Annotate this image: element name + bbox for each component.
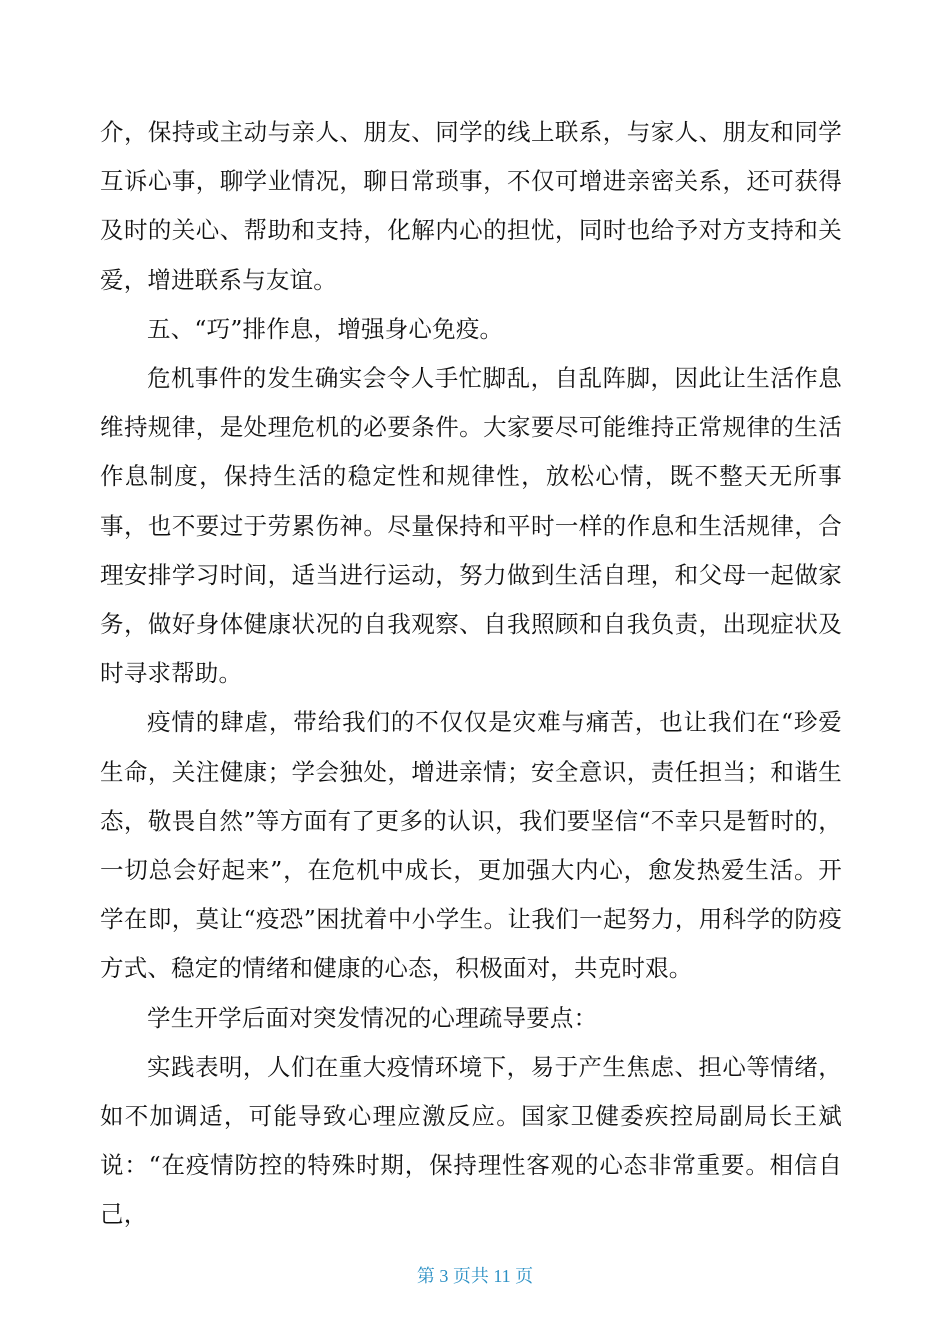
page-number-footer: 第 3 页共 11 页 xyxy=(416,1266,534,1286)
paragraph-continuation: 介，保持或主动与亲人、朋友、同学的线上联系，与家人、朋友和同学互诉心事，聊学业情况，聊日常琐事，不仅可增进亲密关系，还可获得及时的关心、帮助和支持，化解内心的担忧，同时也给予对方支持和关爱，增进联系与友谊。 xyxy=(100,118,842,294)
subsection-heading: 学生开学后面对突发情况的心理疏导要点： xyxy=(147,1003,598,1032)
section-heading: 五、“巧”排作息，增强身心免疫。 xyxy=(147,314,504,343)
paragraph: 实践表明，人们在重大疫情环境下，易于产生焦虑、担心等情绪，如不加调适，可能导致心理应激反应。国家卫健委疾控局副局长王斌说：“在疫情防控的特殊时期，保持理性客观的心态非常重要。相信自己， xyxy=(100,1052,842,1229)
body-text xyxy=(100,108,842,1240)
paragraph: 危机事件的发生确实会令人手忙脚乱，自乱阵脚，因此让生活作息维持规律，是处理危机的必要条件。大家要尽可能维持正常规律的生活作息制度，保持生活的稳定性和规律性，放松心情，既不整天无所事事，也不要过于劳累伤神。尽量保持和平时一样的作息和生活规律，合理安排学习时间，适当进行运动，努力做到生活自理，和父母一起做家务，做好身体健康状况的自我观察、自我照顾和自我负责，出现症状及时寻求帮助。 xyxy=(100,364,842,688)
paragraph: 疫情的肆虐，带给我们的不仅仅是灾难与痛苦，也让我们在“珍爱生命，关注健康；学会独处，增进亲情；安全意识，责任担当；和谐生态，敬畏自然”等方面有了更多的认识，我们要坚信“不幸只是暂时的，一切总会好起来”，在危机中成长，更加强大内心，愈发热爱生活。开学在即，莫让“疫恐”困扰着中小学生。让我们一起努力，用科学的防疫方式、稳定的情绪和健康的心态，积极面对，共克时艰。 xyxy=(100,708,842,983)
